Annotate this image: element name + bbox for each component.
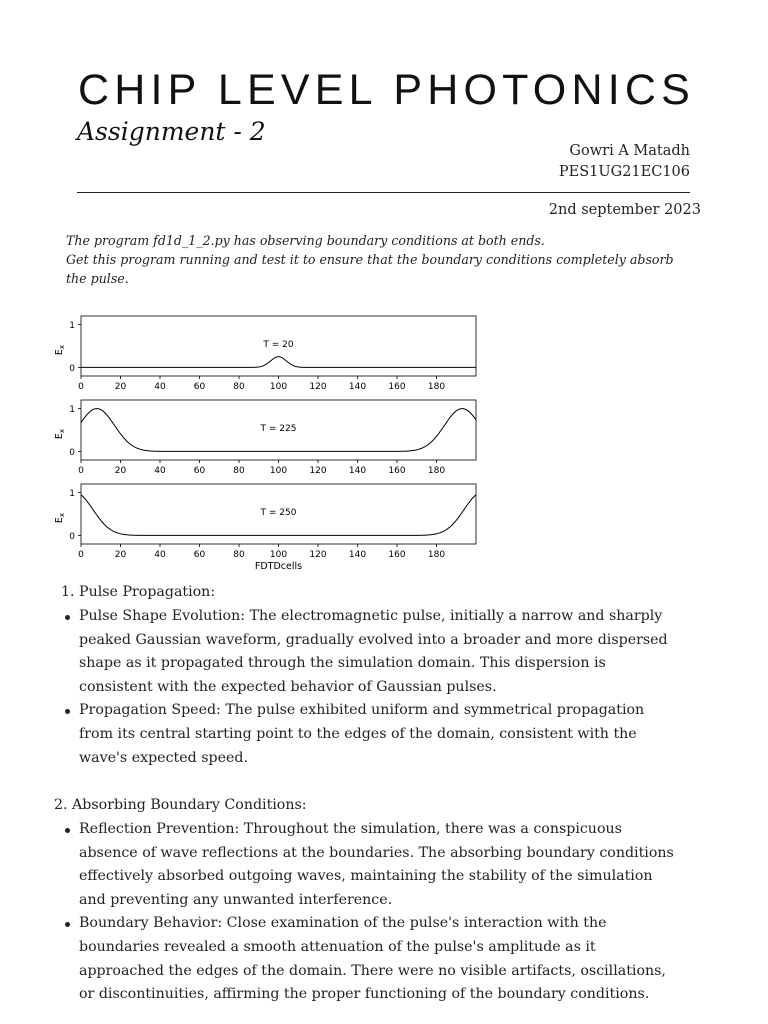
x-axis-label: FDTDcells <box>254 561 303 572</box>
x-tick-label: 0 <box>78 550 84 560</box>
list-item: Pulse Shape Evolution: The electromagnetic pulse, initially a narrow and sharply peaked Gaussian waveform, gradually evolved into a broader and more dispersed shape as it propagated through the simulation domain. This dispersion is consistent with the expected behavior of Gaussian pulses. <box>79 605 679 699</box>
x-tick-label: 180 <box>427 382 446 392</box>
x-tick-label: 120 <box>309 382 327 392</box>
x-tick-label: 60 <box>193 466 206 476</box>
x-tick-label: 80 <box>233 550 245 560</box>
section-1-heading: 1. Pulse Propagation: <box>61 584 216 600</box>
x-tick-label: 60 <box>193 382 206 392</box>
x-tick-label: 80 <box>233 382 245 392</box>
pulse-simulation-figure <box>40 310 490 575</box>
y-tick-label: 1 <box>69 321 75 332</box>
x-tick-label: 40 <box>154 466 166 476</box>
x-tick-label: 20 <box>114 550 127 560</box>
y-tick-label: 0 <box>69 531 75 542</box>
panel-time-label: T = 20 <box>263 340 294 350</box>
x-tick-label: 40 <box>154 550 166 560</box>
x-tick-label: 120 <box>309 550 327 560</box>
assignment-subtitle: Assignment - 2 <box>77 117 266 146</box>
y-axis-label: $E_x$ <box>54 512 66 524</box>
x-tick-label: 180 <box>427 550 446 560</box>
x-tick-label: 120 <box>309 466 327 476</box>
x-tick-label: 160 <box>388 550 406 560</box>
list-item: Reflection Prevention: Throughout the simulation, there was a conspicuous absence of wave reflections at the boundaries. The absorbing boundary conditions effectively absorbed outgoing waves, maintaining the stability of the simulation and preventing any unwanted interference. <box>79 818 679 912</box>
y-tick-label: 0 <box>69 363 75 374</box>
x-tick-label: 20 <box>114 466 127 476</box>
document-title: CHIP LEVEL PHOTONICS <box>78 66 695 114</box>
document-date: 2nd september 2023 <box>548 202 701 218</box>
author-block <box>559 141 690 183</box>
x-tick-label: 100 <box>269 550 288 560</box>
x-tick-label: 40 <box>154 382 166 392</box>
section-1-list <box>79 605 679 770</box>
author-id: PES1UG21EC106 <box>558 164 690 180</box>
problem-line-1: The program fd1d_1_2.py has observing boundary conditions at both ends. <box>66 233 545 248</box>
x-tick-label: 140 <box>348 466 367 476</box>
problem-statement <box>66 231 686 288</box>
x-tick-label: 20 <box>114 382 127 392</box>
x-tick-label: 140 <box>348 382 367 392</box>
y-tick-label: 1 <box>69 405 75 416</box>
x-tick-label: 140 <box>348 550 367 560</box>
pulse-curve <box>81 357 476 368</box>
x-tick-label: 0 <box>78 466 84 476</box>
section-2-heading: 2. Absorbing Boundary Conditions: <box>54 797 307 813</box>
y-axis-label: $E_x$ <box>54 428 66 440</box>
x-tick-label: 100 <box>269 382 288 392</box>
panel-time-label: T = 250 <box>260 508 297 518</box>
section-2-list <box>79 818 679 1007</box>
header-divider <box>77 192 690 193</box>
problem-line-2: Get this program running and test it to ensure that the boundary conditions completely absorb the pulse. <box>66 252 674 286</box>
y-tick-label: 0 <box>69 447 75 458</box>
x-tick-label: 80 <box>233 466 245 476</box>
x-tick-label: 100 <box>269 466 288 476</box>
x-tick-label: 180 <box>427 466 446 476</box>
x-tick-label: 0 <box>78 382 84 392</box>
list-item: Boundary Behavior: Close examination of the pulse's interaction with the boundaries revealed a smooth attenuation of the pulse's amplitude as it approached the edges of the domain. There were no visible artifacts, oscillations, or discontinuities, affirming the proper functioning of the boundary conditions. <box>79 912 679 1006</box>
y-tick-label: 1 <box>69 489 75 500</box>
x-tick-label: 160 <box>388 466 406 476</box>
x-tick-label: 160 <box>388 382 406 392</box>
y-axis-label: $E_x$ <box>54 344 66 356</box>
x-tick-label: 60 <box>193 550 206 560</box>
list-item: Propagation Speed: The pulse exhibited uniform and symmetrical propagation from its central starting point to the edges of the domain, consistent with the wave's expected speed. <box>79 699 679 770</box>
panel-time-label: T = 225 <box>260 424 297 434</box>
author-name: Gowri A Matadh <box>569 143 690 159</box>
